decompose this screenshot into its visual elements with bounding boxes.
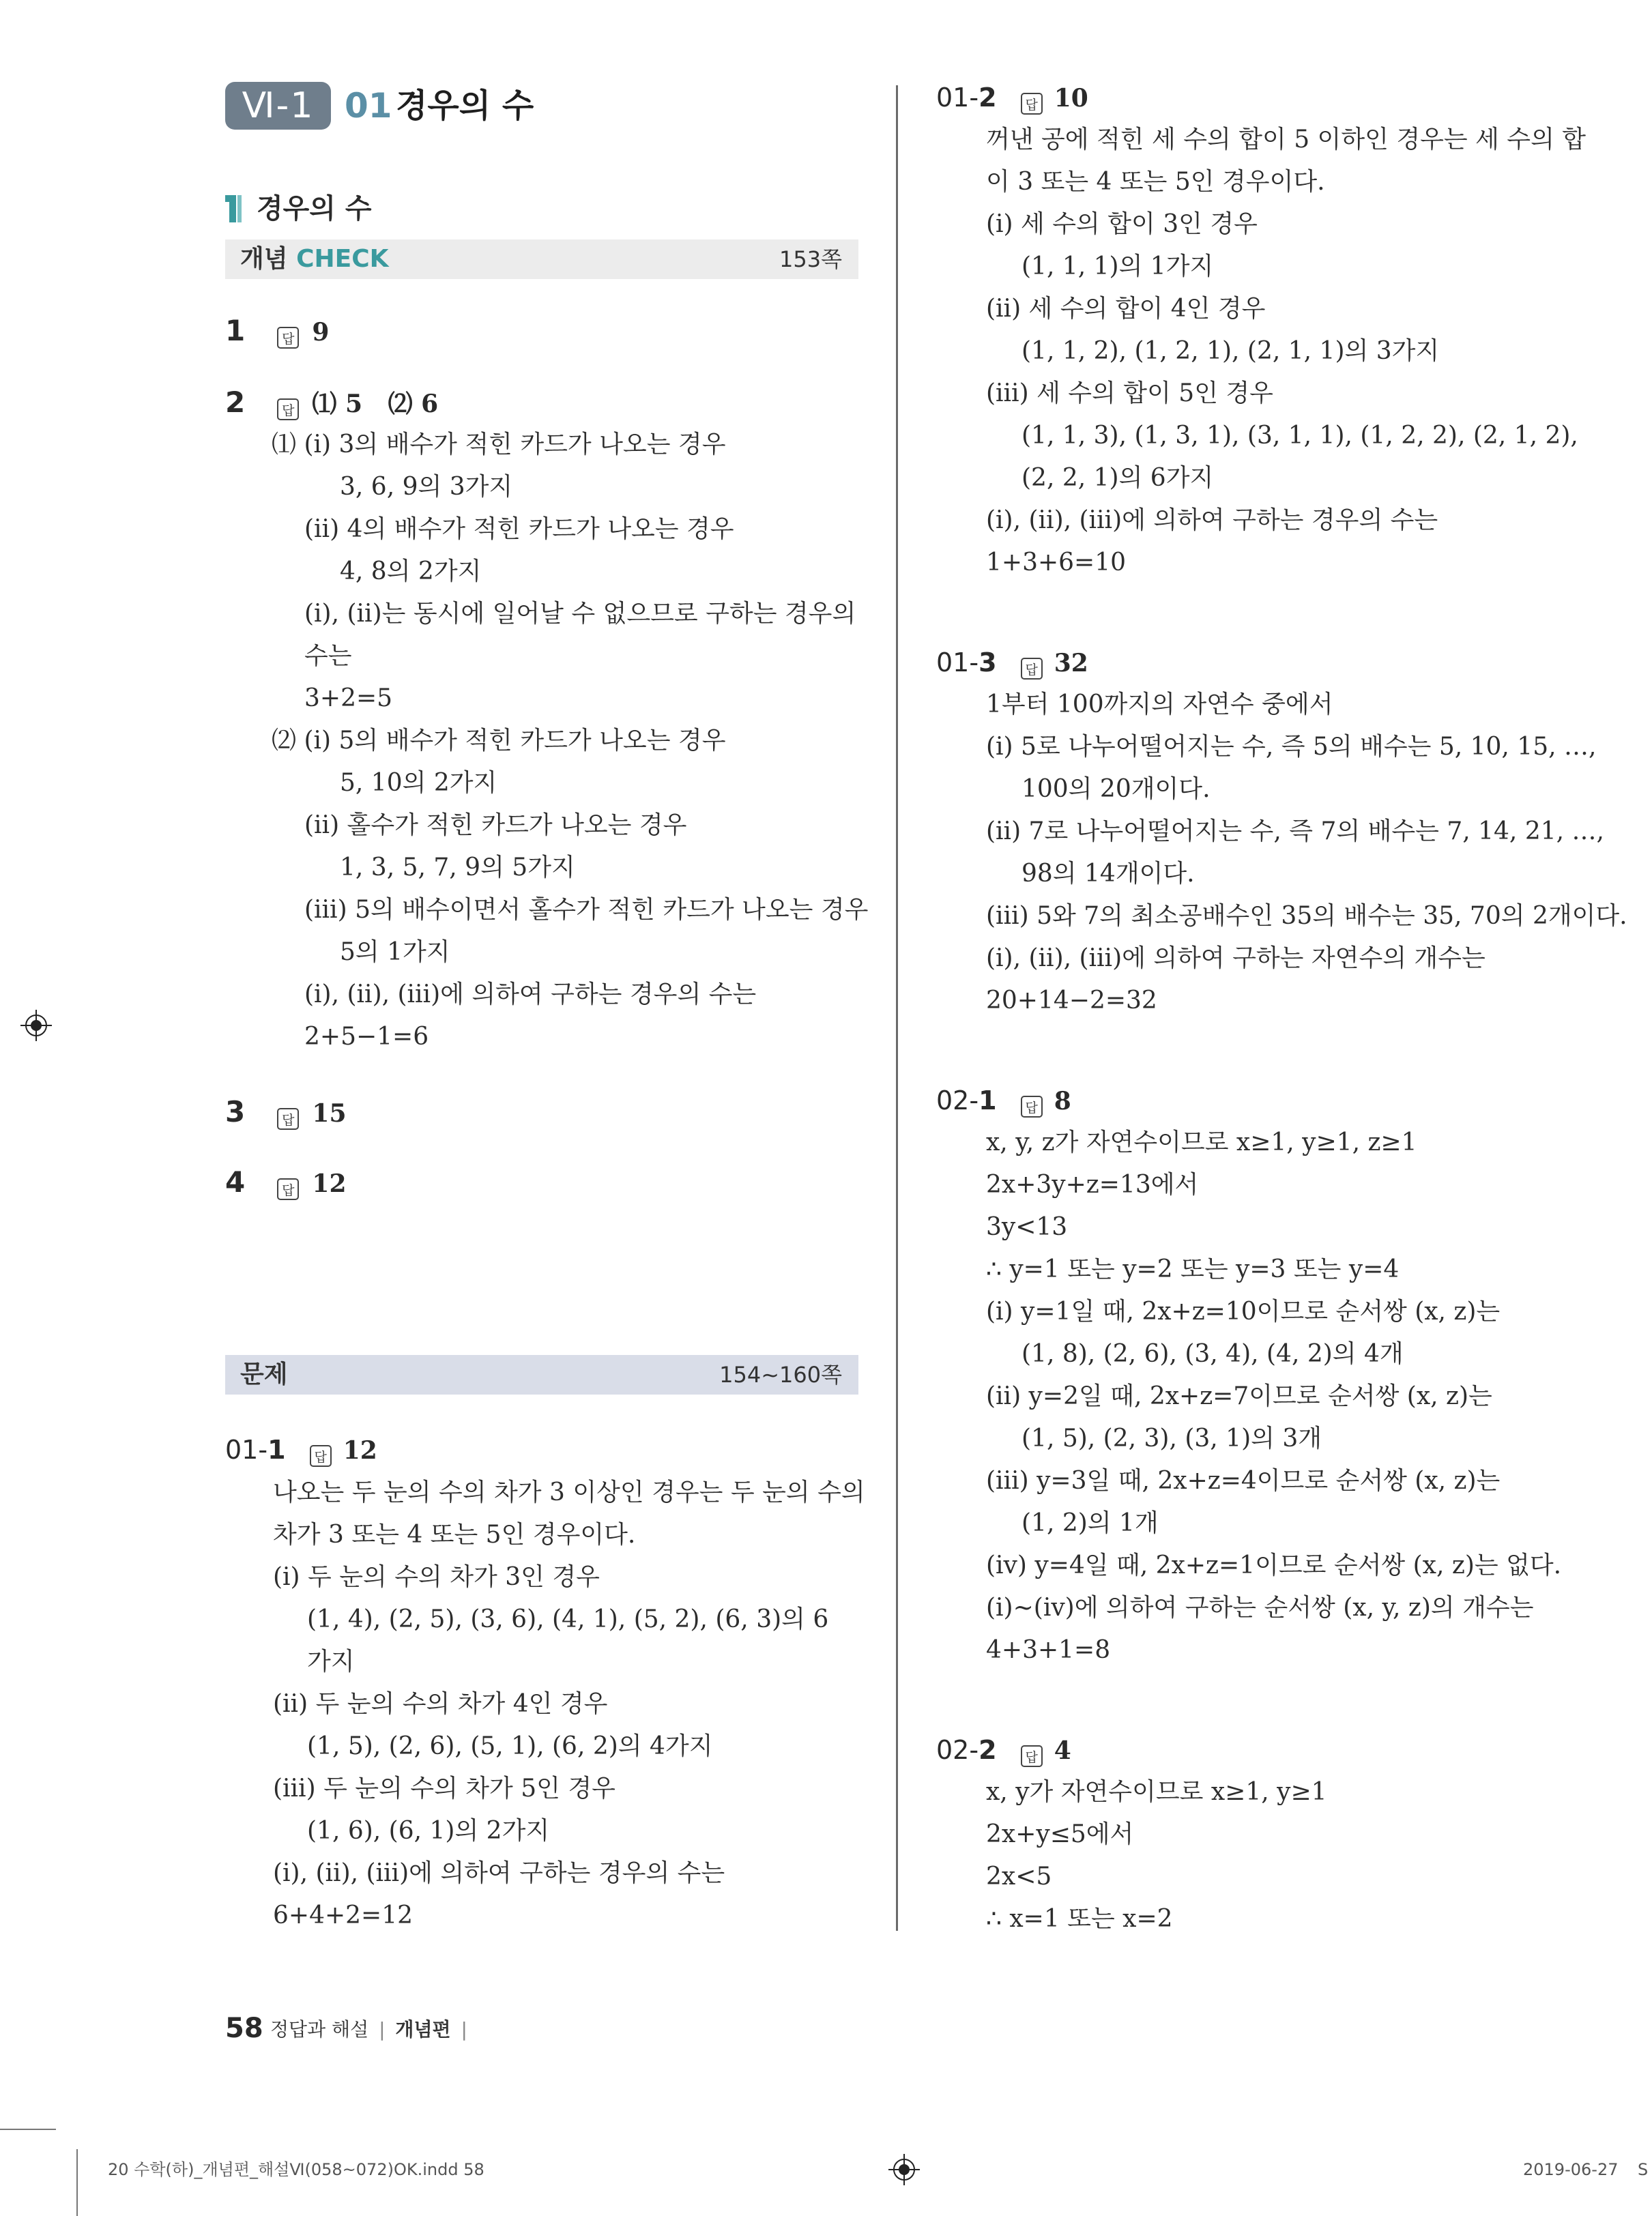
solution-line: (ⅲ) 5와 7의 최소공배수인 35의 배수는 35, 70의 2개이다. (986, 902, 1627, 930)
solution-line: (1, 6), (6, 1)의 2가지 (307, 1817, 550, 1845)
item-number: 1 (225, 314, 246, 347)
concept-check-bar (225, 239, 858, 279)
concept-check-label (240, 239, 389, 279)
solution-line: (1, 4), (2, 5), (3, 6), (4, 1), (5, 2), (6, 3)의 6 (307, 1605, 829, 1633)
solution-line: (ⅳ) y=4일 때, 2x+z=1이므로 순서쌍 (x, z)는 없다. (986, 1551, 1562, 1579)
solution-line: (ⅱ) 홀수가 적힌 카드가 나오는 경우 (304, 811, 687, 839)
solution-line: ∴ x=1 또는 x=2 (986, 1905, 1173, 1933)
solution-line: (2, 2, 1)의 6가지 (1021, 464, 1214, 492)
answer-icon: 답 (1021, 658, 1043, 680)
solution-line: (ⅰ), (ⅱ), (ⅲ)에 의하여 구하는 경우의 수는 (304, 980, 757, 1008)
problem-id-prefix: 02- (936, 1735, 979, 1765)
problem-pages: 154~160쪽 (719, 1362, 842, 1388)
solution-line: 1부터 100까지의 자연수 중에서 (986, 690, 1333, 718)
solution-line: (ⅲ) 5의 배수이면서 홀수가 적힌 카드가 나오는 경우 (304, 896, 869, 924)
solution-line: (ⅱ) 세 수의 합이 4인 경우 (986, 295, 1266, 323)
footer-separator: | (461, 2018, 467, 2041)
problem-01-1-header (225, 1429, 377, 1471)
answer-icon: 답 (1021, 93, 1043, 115)
problem-id-prefix: 01- (225, 1435, 268, 1465)
problem-id-number: 1 (267, 1435, 286, 1465)
concept-check-pages: 153쪽 (779, 246, 842, 272)
solution-line: 5, 10의 2가지 (340, 769, 497, 797)
problem-id-number: 1 (979, 1085, 997, 1116)
solution-line: (ⅰ), (ⅱ), (ⅲ)에 의하여 구하는 경우의 수는 (986, 506, 1438, 534)
page-number: 58 (225, 2013, 263, 2044)
problem-id-prefix: 01- (936, 83, 979, 113)
item-number: 2 (225, 385, 246, 419)
section-title: 경우의 수 (257, 193, 372, 224)
solution-line: (ⅰ), (ⅱ)는 동시에 일어날 수 없으므로 구하는 경우의 (304, 600, 856, 628)
lesson-number: 01 (345, 86, 392, 126)
solution-line: 5의 1가지 (340, 938, 450, 966)
problem-id-prefix: 02- (936, 1085, 979, 1116)
solution-line: 3+2=5 (304, 684, 393, 712)
solution-line: (ⅱ) 두 눈의 수의 차가 4인 경우 (273, 1690, 608, 1718)
solution-line: x, y가 자연수이므로 x≥1, y≥1 (986, 1778, 1327, 1806)
answer-value: 10 (1054, 84, 1088, 113)
answer-icon: 답 (277, 1108, 299, 1130)
answer-value: 32 (1054, 649, 1088, 677)
solution-line: 20+14−2=32 (986, 987, 1157, 1015)
solution-line: 꺼낸 공에 적힌 세 수의 합이 5 이하인 경우는 세 수의 합 (986, 126, 1586, 154)
solution-line: 차가 3 또는 4 또는 5인 경우이다. (273, 1521, 636, 1549)
solution-line: (ⅰ), (ⅱ), (ⅲ)에 의하여 구하는 자연수의 개수는 (986, 944, 1486, 972)
solution-line: (ⅰ), (ⅱ), (ⅲ)에 의하여 구하는 경우의 수는 (273, 1859, 725, 1887)
solution-line: ∴ y=1 또는 y=2 또는 y=3 또는 y=4 (986, 1255, 1400, 1283)
solution-line: 2x+y≤5에서 (986, 1820, 1134, 1848)
lesson-title: 경우의 수 (396, 87, 534, 125)
problem-id-prefix: 01- (936, 647, 979, 677)
solution-line: 3, 6, 9의 3가지 (340, 473, 513, 501)
concept-label-prefix: 개념 (240, 245, 297, 273)
solution-line: 6+4+2=12 (273, 1901, 414, 1929)
answer-value: 15 (312, 1099, 347, 1128)
answer-icon: 답 (1021, 1745, 1043, 1767)
solution-line: (ⅰ) 두 눈의 수의 차가 3인 경우 (273, 1563, 600, 1591)
problem-id-number: 3 (979, 647, 997, 677)
solution-line: 100의 20개이다. (1021, 775, 1211, 803)
problem-id (936, 1085, 997, 1116)
answer-value: ⑴ 5 ⑵ 6 (312, 390, 439, 418)
footer-separator: | (379, 2018, 386, 2041)
answer-value: 12 (343, 1436, 377, 1465)
problem-id (936, 83, 997, 113)
problem-id-number: 2 (979, 83, 997, 113)
solution-line: (1, 1, 3), (1, 3, 1), (3, 1, 1), (1, 2, 2), (2, 1, 2), (1021, 422, 1578, 450)
solution-line: 98의 14개이다. (1021, 860, 1195, 888)
problem-id (936, 647, 997, 677)
solution-line: 4, 8의 2가지 (340, 557, 482, 585)
solution-line: (ⅲ) y=3일 때, 2x+z=4이므로 순서쌍 (x, z)는 (986, 1467, 1501, 1495)
solution-line: (1, 1, 2), (1, 2, 1), (2, 1, 1)의 3가지 (1021, 337, 1440, 365)
solution-line: (ⅰ) y=1일 때, 2x+z=10이므로 순서쌍 (x, z)는 (986, 1298, 1501, 1326)
answer-icon: 답 (310, 1445, 332, 1467)
solution-line: (ⅱ) 4의 배수가 적힌 카드가 나오는 경우 (304, 515, 734, 543)
problem-02-1-header (936, 1080, 1071, 1122)
answer-icon: 답 (1021, 1096, 1043, 1118)
slug-edge-text: S (1638, 2160, 1649, 2179)
item-number: 3 (225, 1095, 246, 1128)
solution-line: (ⅱ) y=2일 때, 2x+z=7이므로 순서쌍 (x, z)는 (986, 1382, 1492, 1410)
solution-line: 4+3+1=8 (986, 1636, 1111, 1664)
problem-bar (225, 1355, 858, 1395)
check-item-2 (225, 382, 438, 424)
solution-line: (1, 2)의 1개 (1021, 1509, 1159, 1537)
section-number-icon (224, 194, 243, 224)
problem-label: 문제 (240, 1360, 288, 1388)
answer-icon: 답 (277, 1178, 299, 1200)
solution-line: 나오는 두 눈의 수의 차가 3 이상인 경우는 두 눈의 수의 (273, 1478, 865, 1506)
solution-line: (1, 8), (2, 6), (3, 4), (4, 2)의 4개 (1021, 1340, 1404, 1368)
problem-id-number: 2 (979, 1735, 997, 1765)
check-item-4 (225, 1162, 347, 1204)
footer-book: 개념편 (395, 2018, 451, 2041)
solution-line: 수는 (304, 642, 352, 670)
problem-id (936, 1735, 997, 1765)
slug-date: 2019-06-27 (1523, 2160, 1619, 2179)
answer-value: 4 (1054, 1736, 1071, 1765)
solution-line: (ⅰ)~(ⅳ)에 의하여 구하는 순서쌍 (x, y, z)의 개수는 (986, 1594, 1534, 1622)
answer-icon: 답 (277, 327, 299, 349)
check-item-1 (225, 310, 329, 353)
column-divider (896, 85, 898, 1931)
answer-icon: 답 (277, 398, 299, 420)
answer-value: 9 (312, 318, 330, 347)
problem-id (225, 1435, 286, 1465)
solution-line: 2+5−1=6 (304, 1023, 429, 1051)
item-number: 4 (225, 1165, 246, 1199)
check-word: CHECK (296, 245, 389, 273)
solution-line: 2x+3y+z=13에서 (986, 1171, 1199, 1199)
registration-mark-icon (20, 1010, 52, 1041)
solution-line: (1, 5), (2, 3), (3, 1)의 3개 (1021, 1425, 1322, 1453)
solution-line: x, y, z가 자연수이므로 x≥1, y≥1, z≥1 (986, 1128, 1417, 1156)
problem-01-3-header (936, 642, 1088, 684)
solution-line: 이 3 또는 4 또는 5인 경우이다. (986, 168, 1325, 196)
solution-line: (1, 1, 1)의 1가지 (1021, 252, 1214, 280)
solution-line: (ⅰ) 세 수의 합이 3인 경우 (986, 210, 1258, 238)
footer-section: 정답과 해설 (270, 2018, 369, 2041)
problem-02-2-header (936, 1730, 1071, 1771)
crop-mark (0, 2129, 56, 2130)
problem-01-2-header (936, 77, 1088, 119)
solution-line: (1, 5), (2, 6), (5, 1), (6, 2)의 4가지 (307, 1732, 713, 1760)
crop-mark (76, 2149, 78, 2216)
slug-filename: 20 수학(하)_개념편_해설Ⅵ(058~072)OK.indd 58 (108, 2160, 484, 2179)
solution-line: (ⅲ) 세 수의 합이 5인 경우 (986, 379, 1273, 407)
check-item-3 (225, 1092, 347, 1134)
solution-line: (ⅲ) 두 눈의 수의 차가 5인 경우 (273, 1775, 615, 1803)
answer-value: 12 (312, 1169, 347, 1198)
solution-line: 1, 3, 5, 7, 9의 5가지 (340, 854, 575, 881)
unit-badge: Ⅵ-1 (225, 82, 331, 130)
footer-label (270, 2013, 467, 2047)
solution-line: (ⅰ) 5로 나누어떨어지는 수, 즉 5의 배수는 5, 10, 15, …, (986, 733, 1597, 761)
solution-line: 1+3+6=10 (986, 549, 1127, 577)
solution-line: (ⅱ) 7로 나누어떨어지는 수, 즉 7의 배수는 7, 14, 21, …, (986, 817, 1604, 845)
solution-line: 3y<13 (986, 1213, 1068, 1241)
solution-line: ⑵ (ⅰ) 5의 배수가 적힌 카드가 나오는 경우 (272, 727, 726, 755)
solution-line: ⑴ (ⅰ) 3의 배수가 적힌 카드가 나오는 경우 (272, 431, 726, 458)
answer-value: 8 (1054, 1087, 1071, 1116)
solution-line: 2x<5 (986, 1863, 1052, 1891)
registration-mark-icon (888, 2154, 920, 2185)
solution-line: 가지 (307, 1648, 355, 1676)
